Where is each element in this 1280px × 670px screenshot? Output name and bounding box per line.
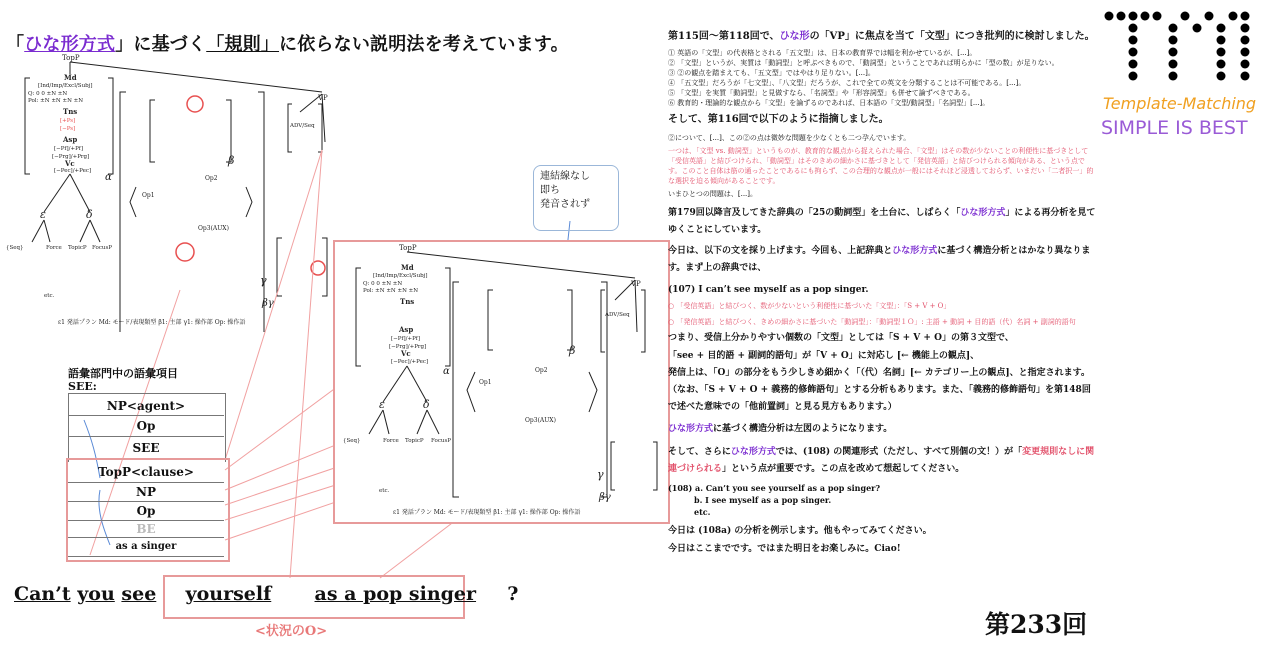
tree-asp-a: [−Pf]/+Pf] xyxy=(54,146,83,152)
tm-logo-icon xyxy=(1103,10,1253,90)
inset-focusp: FocusP xyxy=(431,438,451,444)
inset-asp-b: [−Prg]/+Prg] xyxy=(389,344,427,350)
inset-vc-a: [−Pec]/+Pec] xyxy=(391,359,429,365)
inset-advseq: ADV/Seq xyxy=(605,312,630,318)
inset-asp: Asp xyxy=(399,325,414,334)
ptoday-c: に基づく構造分析とはかなり異なります。まず上の辞典では、 xyxy=(668,246,1091,273)
word-cant: Can’t xyxy=(14,583,71,605)
inset-gamma: γ xyxy=(597,468,604,481)
inset-beta: β xyxy=(569,344,576,357)
tree-epsilon: ε xyxy=(40,208,46,221)
tree-beta-gamma: βγ xyxy=(262,298,274,309)
inset-topicp: TopicP xyxy=(405,438,424,444)
paragraph-category: 発信上は、「O」の部分をもう少しきめ細かく「（代）名詞」[← カテゴリー上の観点]、と指定されます。（なお、「S + V + O + 義務的修飾語句」とする分析もあります。また、「義務的修飾語句」を第148回で述べた意味での「他前置詞」と見る見方もあります。） xyxy=(668,368,1091,412)
heading-116: そして、第116回で以下のように指摘しました。 xyxy=(668,114,889,125)
paragraph-today xyxy=(668,243,1098,277)
tree-focusp: FocusP xyxy=(92,245,112,251)
ex107-item1-text: 「受信英語」と結びつく、数が少ないという利便性に基づいた「文型」：「S + V + O」 xyxy=(676,302,951,310)
callout-line1: 連結線なし xyxy=(540,171,590,182)
red-circle-icon: ○ xyxy=(668,302,677,310)
tree-tns-b: [−Ps] xyxy=(60,126,76,132)
enlarged-tree-panel xyxy=(333,240,670,524)
tree-pol-row: Pol: ±N ±N ±N ±N xyxy=(28,98,84,104)
tree-delta: δ xyxy=(86,208,93,221)
lexicon-caption-line1: 語彙部門中の語彙項目 xyxy=(68,367,178,380)
note-two-problems: ②について、[...]、この②の点は微妙な問題を少なくとも二つ孕んでいます。 xyxy=(668,134,911,142)
inset-vp: VP xyxy=(631,280,641,288)
inset-topP: TopP xyxy=(399,244,417,252)
title-hinagata: ひな形方式 xyxy=(24,34,116,55)
tree-op3: Op3(AUX) xyxy=(198,225,229,232)
tree-md: Md xyxy=(64,73,77,82)
tree-md-sub: [Ind/Imp/Excl/Subj] xyxy=(38,83,93,89)
inset-op1: Op1 xyxy=(479,379,492,386)
tree-op2: Op2 xyxy=(205,175,218,182)
point-1: ① 英語の「文型」の代表格とされる「五文型」は、日本の教育界では幅を利かせているが、[...]。 xyxy=(668,49,977,57)
logo-template-matching: Template-Matching xyxy=(1103,94,1257,113)
inset-pol-row: Pol: ±N ±N ±N ±N xyxy=(363,288,419,294)
point-2: ② 「文型」というが、実質は「動詞型」と呼ぶべきもので、「動詞型」ということであれば明らかに「型の数」が足りない。 xyxy=(668,59,1059,67)
title-q2: 」 xyxy=(115,34,134,55)
paragraph-25-verb-patterns xyxy=(668,205,1098,239)
question-mark: ? xyxy=(507,583,519,605)
heading-review-hina: ひな形 xyxy=(779,31,810,42)
lexicon-caption-line2: SEE: xyxy=(68,380,97,393)
red-circle-icon: ○ xyxy=(668,318,677,326)
inset-etc: etc. xyxy=(379,488,390,494)
inset-op3: Op3(AUX) xyxy=(525,417,556,424)
paragraph-see-object: 「see + 目的語 + 副詞的語句」が「V + O」に対応し [← 機能上の観点]、 xyxy=(668,351,980,361)
lexicon-row: BE xyxy=(68,521,224,538)
tree-tns-a: [+Ps] xyxy=(60,118,76,124)
point-4: ④ 「五文型」だろうが「七文型」、「八文型」だろうが、これで全ての英文を分類することは不可能である。[...]。 xyxy=(668,79,1026,87)
inset-vc: Vc xyxy=(401,349,411,358)
tree-tns: Tns xyxy=(63,107,78,116)
callout-line3: 発音されず xyxy=(540,199,590,210)
p108-a: そして、さらに xyxy=(668,447,731,457)
lexicon-row: Op xyxy=(68,416,224,437)
ex107-item2-text: 「発信英語」と結びつく、きめの細かさに基づいた「動詞型」：「動詞型１Ｏ」: 主語 + 動詞 + 目的語（代）名詞 + 副詞的語句 xyxy=(676,318,1076,326)
word-see: see xyxy=(121,583,157,605)
note-other-problem: いまひとつの問題は、[...]。 xyxy=(668,190,757,198)
callout-no-linkage xyxy=(533,165,619,231)
inset-tns: Tns xyxy=(400,297,415,306)
inset-op2: Op2 xyxy=(535,367,548,374)
inset-md: Md xyxy=(401,263,414,272)
lexicon-row: Op xyxy=(68,502,224,521)
p25-a: 第179回以降言及してきた辞典の「25の動詞型」を土台に、しばらく「 xyxy=(668,208,961,218)
word-as-a-pop-singer: as a pop singer xyxy=(314,583,477,605)
paragraph-structure xyxy=(668,420,1098,438)
ptoday-hina: ひな形方式 xyxy=(892,246,938,256)
p108-d: 変更規則なしに関連づけられる xyxy=(668,447,1095,474)
paragraph-108 xyxy=(668,444,1098,478)
example-107-item1 xyxy=(668,301,1098,311)
point-5: ⑤ 「文型」を実質「動詞型」と見做すなら、「名詞型」や「形容詞型」も併せて論ずべきである。 xyxy=(668,89,975,97)
tree-topP: TopP xyxy=(62,54,80,62)
lexicon-caption xyxy=(68,367,178,393)
tree-diagram-inset xyxy=(335,242,668,522)
lexicon-row: NP xyxy=(68,483,224,502)
tree-gamma: γ xyxy=(260,274,267,287)
closing-line2: 今日はここまでです。ではまた明日をお楽しみに。Ciao! xyxy=(668,544,901,554)
pstruct-hina: ひな形方式 xyxy=(668,424,714,434)
inset-alpha: α xyxy=(443,366,450,377)
example-108b: b. I see myself as a pop singer. xyxy=(694,495,832,505)
word-you: you xyxy=(77,583,115,605)
example-108a: (108) a. Can’t you see yourself as a pop singer? xyxy=(668,483,881,493)
p108-e: 」という点が重要です。この点を改めて想起してください。 xyxy=(722,464,965,474)
title-q1: 「 xyxy=(6,34,25,55)
explanation-column xyxy=(668,30,1098,558)
inset-force: Force xyxy=(383,438,399,444)
closing-line1: 今日は (108a) の分析を例示します。他もやってみてください。 xyxy=(668,526,932,536)
tree-etc: etc. xyxy=(44,293,55,299)
lexicon-row: SEE xyxy=(68,437,224,460)
point-6: ⑥ 教育的・理論的な観点から「文型」を論ずるのであれば、日本語の「文型/動詞型」「名詞型」[...]。 xyxy=(668,99,990,107)
inset-beta-gamma: βγ xyxy=(599,492,611,503)
example-108c: etc. xyxy=(694,507,711,517)
inset-asp-a: [−Pf]/+Pf] xyxy=(391,336,420,342)
tree-alpha: α xyxy=(105,172,112,183)
tree-asp-b: [−Prg]/+Prg] xyxy=(52,154,90,160)
note-red-passage: 一つは、「文型 vs. 動詞型」というものが、教育的な観点から捉えられた場合、「文型」はその数が少ないことの利便性に基づきとして「受信英語」と結びつけられ、「動詞型」はそのきめの細かさに基づきとして「発信英語」と結びつけられる傾向がある、という点です。このこと自体は筋の通ったことであるにも拘らず、この合理的な観点が一般にはそれほど浸透しておらず、いまだい「二者択一」的な選択を迫る傾向があることです。 xyxy=(668,147,1094,185)
tree-advseq: ADV/Seq xyxy=(290,123,315,129)
tree-legend: ε1 発話プラン Md: モード/表現類型 β1: 主部 γ1: 操作部 Op: 操作語 xyxy=(58,319,246,326)
tree-force: Force xyxy=(46,245,62,251)
pstruct-b: に基づく構造分析は左図のようになります。 xyxy=(713,424,893,434)
inset-md-sub: [Ind/Imp/Excl/Subj] xyxy=(373,273,428,279)
lexicon-row: TopP<clause> xyxy=(68,462,224,483)
lexicon-row: NP<agent> xyxy=(68,398,224,416)
word-yourself: yourself xyxy=(185,583,272,605)
tree-q-row: Q: 0 0 ±N ±N xyxy=(28,91,68,97)
p25-hina: ひな形方式 xyxy=(960,208,1006,218)
p108-hina: ひな形方式 xyxy=(730,447,776,457)
situation-label: <状況のO> xyxy=(255,624,328,639)
inset-epsilon: ε xyxy=(379,398,385,411)
tree-seq: {Seq} xyxy=(6,245,24,251)
title-mid: に基づく xyxy=(133,34,207,55)
episode-number: 第233回 xyxy=(985,610,1088,639)
callout-line2: 即ち xyxy=(540,185,560,196)
heading-review xyxy=(668,30,1098,44)
tree-asp: Asp xyxy=(63,135,78,144)
tree-op1: Op1 xyxy=(142,192,155,199)
tree-vp: VP xyxy=(318,94,328,102)
logo-simple-is-best: SIMPLE IS BEST xyxy=(1101,117,1248,139)
example-107: (107) I can’t see myself as a pop singer. xyxy=(668,285,869,295)
tree-beta: β xyxy=(228,154,235,167)
heading-review-c: の「VP」に焦点を当て「文型」につき批判的に検討しました。 xyxy=(809,31,1095,42)
tree-topicp: TopicP xyxy=(68,245,87,251)
paragraph-svo: つまり、受信上分かりやすい個数の「文型」としては「S + V + O」の第３文型で、 xyxy=(668,333,1014,343)
inset-legend: ε1 発話プラン Md: モード/表現類型 β1: 主部 γ1: 操作部 Op: 操作語 xyxy=(393,509,581,516)
example-sentence xyxy=(14,583,518,605)
point-3: ③ ②の観点を踏まえても、「五文型」ではやはり足りない。[...]。 xyxy=(668,69,875,77)
tree-vc: Vc xyxy=(65,159,75,168)
inset-q-row: Q: 0 0 ±N ±N xyxy=(363,281,403,287)
p108-c: では、(108) の関連形式（ただし、すべて別個の文！）が「 xyxy=(775,447,1023,457)
title-rest: に依らない説明法を考えています。 xyxy=(279,34,569,55)
ptoday-a: 今日は、以下の文を採り上げます。今回も、上記辞典と xyxy=(668,246,893,256)
lexicon-row: as a singer xyxy=(68,538,224,557)
inset-delta: δ xyxy=(423,398,430,411)
tree-vc-a: [−Pec]/+Pec] xyxy=(54,168,92,174)
heading-review-a: 第115回〜第118回で、 xyxy=(668,31,780,42)
title-kisoku: 「規則」 xyxy=(206,34,280,55)
inset-seq: {Seq} xyxy=(343,438,361,444)
p25-c: 」による再分析を見てゆくことにしています。 xyxy=(668,208,1096,235)
example-107-item2 xyxy=(668,317,1098,327)
